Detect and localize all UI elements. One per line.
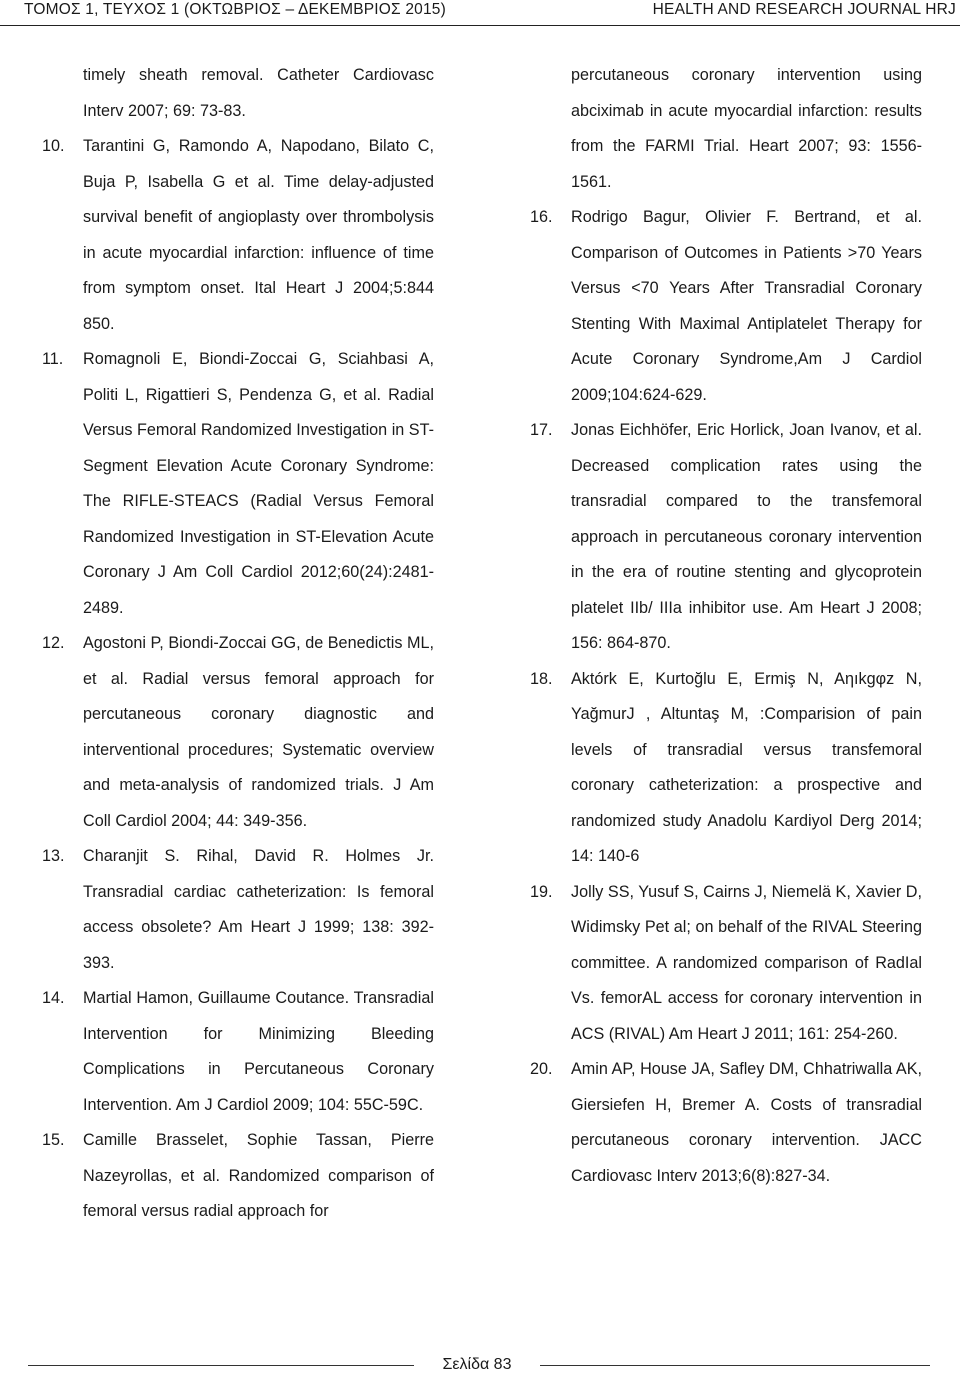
reference-text: Charanjit S. Rihal, David R. Holmes Jr. Transradial cardiac catheterization: Is femoral access obsolete? Am Heart J 1999; 138: 392-393. [83, 847, 434, 972]
reference-number: 20. [530, 1060, 553, 1078]
reference-item [42, 626, 434, 839]
reference-number: 11. [42, 350, 64, 368]
right-column [530, 58, 922, 1194]
reference-number: 18. [530, 669, 553, 688]
reference-number: 13. [42, 847, 65, 865]
journal-issue: ΤΟΜΟΣ 1, ΤΕΥΧΟΣ 1 (ΟΚΤΩΒΡΙΟΣ – ΔΕΚΕΜΒΡΙΟΣ 2015) [24, 1, 446, 18]
reference-continuation: percutaneous coronary intervention using abciximab in acute myocardial infarction: results from the FARMI Trial. Heart 2007; 93: 1556-1561. [571, 66, 922, 191]
reference-text: Martial Hamon, Guillaume Coutance. Transradial Intervention for Minimizing Bleeding Complications in Percutaneous Coronary Intervention. Am J Cardiol 2009; 104: 55C-59C. [83, 989, 434, 1114]
footer-divider-right [540, 1365, 930, 1366]
reference-item [42, 981, 434, 1123]
reference-number: 16. [530, 208, 553, 226]
reference-item [530, 413, 922, 662]
reference-text: Jonas Eichhöfer, Eric Horlick, Joan Ivanov, et al. Decreased complication rates using the transradial compared to the transfemoral approach in percutaneous coronary intervention in the era of routine stenting and glycoprotein platelet IIb/ IIIa inhibitor use. Am Heart J 2008; 156: 864-870. [571, 421, 922, 652]
reference-number: 17. [530, 421, 553, 439]
reference-item [530, 662, 922, 875]
page-number: Σελίδα 83 [442, 1356, 512, 1373]
reference-continuation: timely sheath removal. Catheter Cardiovasc Interv 2007; 69: 73-83. [83, 66, 434, 120]
reference-text: Romagnoli E, Biondi-Zoccai G, Sciahbasi A, Politi L, Rigattieri S, Pendenza G, et al. Radial Versus Femoral Randomized Investigation in ST-Segment Elevation Acute Coronary Syndrome: The RIFLE-STEACS (Radial Versus Femoral Randomized Investigation in ST-Elevation Acute Coronary J Am Coll Cardiol 2012;60(24):2481-2489. [83, 350, 434, 617]
reference-text: Jolly SS, Yusuf S, Cairns J, Niemelä K, Xavier D, Widimsky Pet al; on behalf of the RIVAL Steering committee. A randomized comparison of RadIal Vs. femorAL access for coronary intervention in ACS (RIVAL) Am Heart J 2011; 161: 254-260. [571, 882, 922, 1043]
journal-title: HEALTH AND RESEARCH JOURNAL HRJ [652, 1, 956, 18]
reference-text: Tarantini G, Ramondo A, Napodano, Bilato C, Buja P, Isabella G et al. Time delay-adjusted survival benefit of angioplasty over thrombolysis in acute myocardial infarction: influence of time from symptom onset. Ital Heart J 2004;5:844 850. [83, 137, 434, 333]
reference-number: 19. [530, 882, 553, 901]
header-divider [0, 25, 960, 26]
footer-divider-left [28, 1365, 414, 1366]
reference-text: Rodrigo Bagur, Olivier F. Bertrand, et al. Comparison of Outcomes in Patients >70 Years Versus <70 Years After Transradial Coronary Stenting With Maximal Antiplatelet Therapy for Acute Coronary Syndrome,Am J Cardiol 2009;104:624-629. [571, 208, 922, 404]
running-header [0, 0, 960, 24]
reference-item [42, 839, 434, 981]
reference-item [42, 342, 434, 626]
reference-text: Amin AP, House JA, Safley DM, Chhatriwalla AK, Giersiefen H, Bremer A. Costs of transradial percutaneous coronary intervention. JACC Cardiovasc Interv 2013;6(8):827-34. [571, 1060, 922, 1185]
reference-item [42, 1123, 434, 1230]
reference-number: 15. [42, 1131, 65, 1149]
reference-item [42, 129, 434, 342]
reference-item [530, 875, 922, 1053]
left-column [42, 58, 434, 1230]
reference-number: 14. [42, 989, 65, 1007]
reference-item [530, 1052, 922, 1194]
reference-text: Aktórk E, Kurtoğlu E, Ermiş N, Aηıkgφz N, YağmurJ , Altuntaş M, :Comparision of pain levels of transradial versus transfemoral coronary catheterization: a prospective and randomized study Anadolu Kardiyol Derg 2014; 14: 140-6 [571, 669, 922, 865]
reference-number: 10. [42, 137, 65, 155]
reference-text: Camille Brasselet, Sophie Tassan, Pierre Nazeyrollas, et al. Randomized comparison of femoral versus radial approach for [83, 1131, 434, 1220]
reference-number: 12. [42, 634, 65, 652]
reference-text: Agostoni P, Biondi-Zoccai GG, de Benedictis ML, et al. Radial versus femoral approach for percutaneous coronary diagnostic and interventional procedures; Systematic overview and meta-analysis of randomized trials. J Am Coll Cardiol 2004; 44: 349-356. [83, 634, 434, 830]
reference-item [530, 200, 922, 413]
